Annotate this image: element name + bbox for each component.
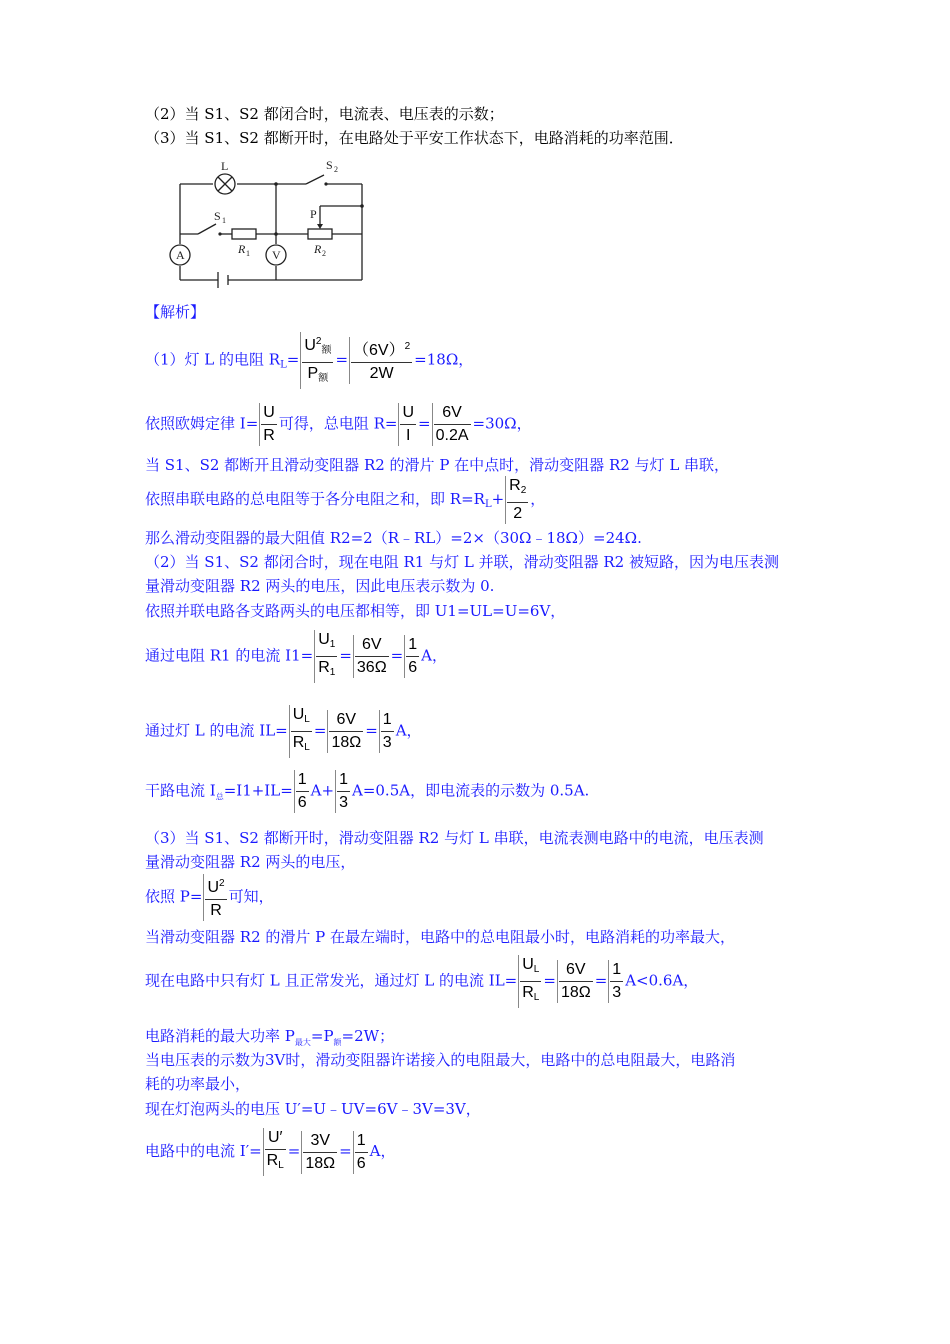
label-R2-sub: 2	[322, 249, 326, 258]
solution-line-3: 当 S1、S2 都断开且滑动变阻器 R2 的滑片 P 在中点时，滑动变阻器 R2 与灯 L 串联，	[145, 456, 730, 474]
solution-line-2: 依照欧姆定律 I= $\frac{U}{R}$ 可得，总电阻 R= $\frac{U}{I}$ = $\frac{6V}{0.2A}$ =30Ω，	[145, 404, 532, 444]
fraction: $\frac{U^2}{R}$	[203, 874, 227, 921]
fraction: $\frac{R_2}{2}$	[505, 476, 529, 524]
solution-line-13: 量滑动变阻器 R2 两头的电压，	[145, 853, 356, 871]
analysis-heading: 【解析】	[145, 303, 206, 321]
solution-line-20: 现在灯泡两头的电压 U′=U﹣UV=6V﹣3V=3V，	[145, 1100, 481, 1118]
label-R2: R	[314, 242, 322, 256]
solution-line-10: 通过灯 L 的电流 IL= $\frac{U_L}{R_L}$ = $\frac{6V}{18\Omega}$ = $\frac{1}{3}$ A，	[145, 705, 422, 758]
solution-line-7: 量滑动变阻器 R2 两头的电压，因此电压表示数为 0.	[145, 577, 495, 595]
ammeter-label: A	[176, 248, 185, 262]
fraction: $\frac{6V}{18\Omega}$	[557, 960, 594, 1003]
label-S1-sub: 1	[222, 216, 226, 225]
solution-line-9: 通过电阻 R1 的电流 I1= $\frac{U_1}{R_1}$ = $\frac{6V}{36\Omega}$ = $\frac{1}{6}$ A，	[145, 630, 447, 683]
label-R1-sub: 1	[246, 249, 250, 258]
solution-line-8: 依照并联电路各支路两头的电压都相等，即 U1=UL=U=6V，	[145, 602, 566, 620]
solution-line-18: 当电压表的示数为3V时，滑动变阻器许诺接入的电阻最大，电路中的总电阻最大，电路消	[145, 1051, 736, 1069]
question-3: （3）当 S1、S2 都断开时，在电路处于平安工作状态下，电路消耗的功率范围．	[145, 129, 684, 147]
fraction: $\frac{(6V)^2}{2W}$	[349, 337, 413, 384]
fraction: $\frac{U'}{R_L}$	[263, 1128, 287, 1176]
fraction: $\frac{U_1}{R_1}$	[314, 630, 338, 683]
solution-line-5: 那么滑动变阻器的最大阻值 R2=2（R﹣RL）=2×（30Ω﹣18Ω）=24Ω.	[145, 529, 642, 547]
fraction: $\frac{6V}{18\Omega}$	[327, 710, 364, 753]
solution-line-19: 耗的功率最小，	[145, 1075, 251, 1093]
fraction: $\frac{U^2_额}{P_额}$	[300, 332, 334, 389]
fraction: $\frac{U}{R}$	[259, 403, 278, 446]
fraction: $\frac{1}{3}$	[335, 770, 351, 813]
label-R1: R	[238, 242, 246, 256]
fraction: $\frac{1}{3}$	[379, 710, 395, 753]
solution-line-21: 电路中的电流 I′= $\frac{U'}{R_L}$ = $\frac{3V}{18\Omega}$ = $\frac{1}{6}$ A，	[145, 1128, 395, 1176]
solution-line-11: 干路电流 $I_总=I1+IL=$ $\frac{1}{6}$ A+ $\frac{1}{3}$ A=0.5A，即电流表的示数为 0.5A.	[145, 771, 590, 811]
voltmeter-label: V	[272, 248, 281, 262]
label-P: P	[310, 207, 317, 221]
solution-line-4: 依照串联电路的总电阻等于各分电阻之和，即 $R=R_L+$ $\frac{R_2}{2}$ ，	[145, 477, 546, 522]
fraction: $\frac{1}{6}$	[353, 1131, 369, 1174]
fraction: $\frac{3V}{18\Omega}$	[301, 1131, 338, 1174]
fraction: $\frac{U_L}{R_L}$	[289, 705, 313, 758]
solution-line-1: （1）灯 L 的电阻 $R_L=$ $\frac{U^2_额}{P_额}$ = $\frac{(6V)^2}{2W}$ =18Ω，	[145, 332, 473, 389]
label-L: L	[221, 159, 229, 173]
fraction: $\frac{1}{3}$	[608, 960, 624, 1003]
solution-line-14: 依照 P= $\frac{U^2}{R}$ 可知，	[145, 874, 274, 921]
question-2: （2）当 S1、S2 都闭合时，电流表、电压表的示数；	[145, 105, 504, 123]
label-S1: S	[214, 209, 221, 223]
fraction: $\frac{1}{6}$	[404, 635, 420, 678]
solution-line-12: （3）当 S1、S2 都断开时，滑动变阻器 R2 与灯 L 串联，电流表测电路中的电流，电压表测	[145, 829, 764, 847]
fraction: $\frac{1}{6}$	[294, 770, 310, 813]
fraction: $\frac{U_L}{R_L}$	[518, 955, 542, 1008]
fraction: $\frac{6V}{0.2A}$	[432, 403, 472, 446]
fraction: $\frac{6V}{36\Omega}$	[353, 635, 390, 678]
solution-line-15: 当滑动变阻器 R2 的滑片 P 在最左端时，电路中的总电阻最小时，电路消耗的功率最大，	[145, 928, 736, 946]
solution-line-6: （2）当 S1、S2 都闭合时，现在电阻 R1 与灯 L 并联，滑动变阻器 R2 被短路，因为电压表测	[145, 553, 779, 571]
circuit-diagram	[166, 156, 366, 288]
fraction: $\frac{U}{I}$	[398, 403, 417, 446]
label-S2-sub: 2	[334, 165, 338, 174]
solution-line-17: 电路消耗的最大功率 $P_{最大}=P_额=2W$；	[145, 1027, 395, 1047]
label-S2: S	[326, 158, 333, 172]
solution-line-16: 现在电路中只有灯 L 且正常发光，通过灯 L 的电流 IL= $\frac{U_L}{R_L}$ = $\frac{6V}{18\Omega}$ = $\frac{1}{3}$ A<0.6A，	[145, 955, 698, 1008]
